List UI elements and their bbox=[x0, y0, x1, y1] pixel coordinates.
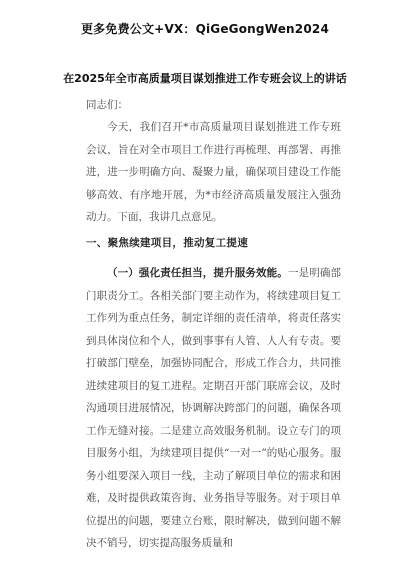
watermark-text: 更多免费公文+VX：QiGeGongWen2024 bbox=[80, 22, 329, 36]
section-heading: 一、聚焦续建项目，推动复工提速 bbox=[86, 237, 248, 249]
salutation: 同志们： bbox=[86, 99, 128, 111]
subsection-body: 一是明确部门职责分工。各相关部门要主动作为，将续建项目复工工作列为重点任务，制定详细的责任清单，将责任落实到具体岗位和个人，做到事事有人管、人人有专责。要打破部门壁垒，加强协同配合，形成工作合力，共同推进续建项目的复工进程。定期召开部门联席会议，及时沟通项目进展情况，协调解决跨部门的问题，确保各项工作无缝对接。二是建立高效服务机制。设立专门的项目服务小组，为续建项目提供“一对一”的贴心服务。服务小组要深入项目一线，主动了解项目单位的需求和困难，及时提供政策咨询、业务指导等服务。对于项目单位提出的问题，要建立台账，限时解决，做到问题不解决不销号，切实提高服务质量和 bbox=[86, 267, 342, 549]
document-title: 在2025年全市高质量项目谋划推进工作专班会议上的讲话 bbox=[63, 72, 347, 85]
body-paragraph bbox=[86, 262, 341, 555]
intro-paragraph: 今天，我们召开*市高质量项目谋划推进工作专班会议，旨在对全市项目工作进行再梳理、再部署、再推进，进一步明确方向、凝聚力量，确保项目建设工作能够高效、有序地开展，为*市经济高质量发展注入强劲动力。下面，我讲几点意见。 bbox=[86, 121, 341, 223]
subsection-lead: （一）强化责任担当，提升服务效能。 bbox=[107, 267, 288, 279]
